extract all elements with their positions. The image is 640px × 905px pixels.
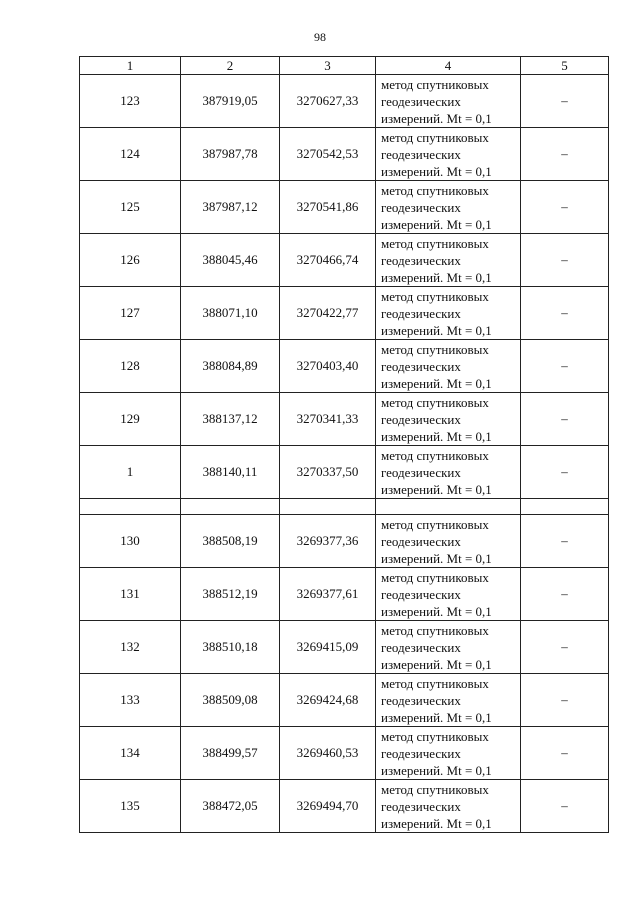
table-row bbox=[80, 234, 609, 287]
method-line: измерений. Mt = 0,1 bbox=[381, 375, 492, 391]
point-number-cell: 126 bbox=[80, 234, 181, 287]
point-number-cell: 132 bbox=[80, 621, 181, 674]
x-coordinate-cell: 388510,18 bbox=[181, 621, 280, 674]
y-coordinate-cell: 3269377,61 bbox=[280, 568, 376, 621]
method-line: геодезических bbox=[381, 411, 461, 427]
method-line: измерений. Mt = 0,1 bbox=[381, 216, 492, 232]
point-number-cell: 133 bbox=[80, 674, 181, 727]
y-coordinate-cell: 3269377,36 bbox=[280, 515, 376, 568]
method-cell bbox=[376, 287, 521, 340]
method-cell bbox=[376, 727, 521, 780]
empty-cell bbox=[181, 499, 280, 515]
x-coordinate-cell: 387987,78 bbox=[181, 128, 280, 181]
method-line: метод спутниковых bbox=[381, 288, 489, 304]
point-number-cell: 131 bbox=[80, 568, 181, 621]
y-coordinate-cell: 3270542,53 bbox=[280, 128, 376, 181]
method-cell bbox=[376, 234, 521, 287]
method-cell bbox=[376, 568, 521, 621]
method-cell bbox=[376, 340, 521, 393]
empty-cell bbox=[521, 499, 609, 515]
note-cell: – bbox=[521, 674, 609, 727]
method-line: измерений. Mt = 0,1 bbox=[381, 163, 492, 179]
note-cell: – bbox=[521, 515, 609, 568]
method-line: метод спутниковых bbox=[381, 76, 489, 92]
x-coordinate-cell: 388509,08 bbox=[181, 674, 280, 727]
method-cell bbox=[376, 75, 521, 128]
empty-cell bbox=[80, 499, 181, 515]
method-cell bbox=[376, 393, 521, 446]
empty-cell bbox=[376, 499, 521, 515]
point-number-cell: 130 bbox=[80, 515, 181, 568]
method-line: геодезических bbox=[381, 533, 461, 549]
table-body bbox=[80, 75, 609, 833]
method-line: геодезических bbox=[381, 146, 461, 162]
method-line: геодезических bbox=[381, 798, 461, 814]
point-number-cell: 134 bbox=[80, 727, 181, 780]
y-coordinate-cell: 3269494,70 bbox=[280, 780, 376, 833]
method-line: метод спутниковых bbox=[381, 728, 489, 744]
note-cell: – bbox=[521, 340, 609, 393]
note-cell: – bbox=[521, 621, 609, 674]
method-line: метод спутниковых bbox=[381, 129, 489, 145]
method-cell bbox=[376, 674, 521, 727]
method-line: метод спутниковых bbox=[381, 394, 489, 410]
x-coordinate-cell: 388499,57 bbox=[181, 727, 280, 780]
empty-cell bbox=[280, 499, 376, 515]
note-cell: – bbox=[521, 568, 609, 621]
y-coordinate-cell: 3270627,33 bbox=[280, 75, 376, 128]
method-line: метод спутниковых bbox=[381, 235, 489, 251]
x-coordinate-cell: 388512,19 bbox=[181, 568, 280, 621]
table-row bbox=[80, 340, 609, 393]
note-cell: – bbox=[521, 181, 609, 234]
x-coordinate-cell: 388140,11 bbox=[181, 446, 280, 499]
method-line: измерений. Mt = 0,1 bbox=[381, 656, 492, 672]
header-col-5: 5 bbox=[521, 57, 609, 75]
method-line: геодезических bbox=[381, 199, 461, 215]
y-coordinate-cell: 3270466,74 bbox=[280, 234, 376, 287]
method-line: метод спутниковых bbox=[381, 182, 489, 198]
point-number-cell: 128 bbox=[80, 340, 181, 393]
method-cell bbox=[376, 621, 521, 674]
method-line: измерений. Mt = 0,1 bbox=[381, 762, 492, 778]
method-line: геодезических bbox=[381, 93, 461, 109]
method-line: измерений. Mt = 0,1 bbox=[381, 110, 492, 126]
method-line: метод спутниковых bbox=[381, 341, 489, 357]
table-row bbox=[80, 674, 609, 727]
method-line: измерений. Mt = 0,1 bbox=[381, 269, 492, 285]
header-col-4: 4 bbox=[376, 57, 521, 75]
point-number-cell: 124 bbox=[80, 128, 181, 181]
y-coordinate-cell: 3269460,53 bbox=[280, 727, 376, 780]
note-cell: – bbox=[521, 393, 609, 446]
method-line: измерений. Mt = 0,1 bbox=[381, 481, 492, 497]
y-coordinate-cell: 3270341,33 bbox=[280, 393, 376, 446]
method-cell bbox=[376, 780, 521, 833]
method-line: измерений. Mt = 0,1 bbox=[381, 815, 492, 831]
point-number-cell: 125 bbox=[80, 181, 181, 234]
y-coordinate-cell: 3270403,40 bbox=[280, 340, 376, 393]
x-coordinate-cell: 388071,10 bbox=[181, 287, 280, 340]
y-coordinate-cell: 3270541,86 bbox=[280, 181, 376, 234]
note-cell: – bbox=[521, 780, 609, 833]
x-coordinate-cell: 388045,46 bbox=[181, 234, 280, 287]
method-cell bbox=[376, 515, 521, 568]
table-spacer-row bbox=[80, 499, 609, 515]
method-line: геодезических bbox=[381, 745, 461, 761]
x-coordinate-cell: 388508,19 bbox=[181, 515, 280, 568]
method-line: геодезических bbox=[381, 305, 461, 321]
method-line: измерений. Mt = 0,1 bbox=[381, 709, 492, 725]
table-row bbox=[80, 621, 609, 674]
method-line: геодезических bbox=[381, 358, 461, 374]
table-row bbox=[80, 780, 609, 833]
note-cell: – bbox=[521, 75, 609, 128]
header-col-1: 1 bbox=[80, 57, 181, 75]
table-row bbox=[80, 181, 609, 234]
method-line: метод спутниковых bbox=[381, 675, 489, 691]
header-col-3: 3 bbox=[280, 57, 376, 75]
table-row bbox=[80, 128, 609, 181]
table-row bbox=[80, 568, 609, 621]
note-cell: – bbox=[521, 128, 609, 181]
method-line: измерений. Mt = 0,1 bbox=[381, 603, 492, 619]
x-coordinate-cell: 387987,12 bbox=[181, 181, 280, 234]
method-line: геодезических bbox=[381, 692, 461, 708]
y-coordinate-cell: 3269415,09 bbox=[280, 621, 376, 674]
coordinates-table bbox=[79, 56, 609, 833]
header-col-2: 2 bbox=[181, 57, 280, 75]
page-number: 98 bbox=[314, 30, 326, 44]
method-line: метод спутниковых bbox=[381, 781, 489, 797]
point-number-cell: 123 bbox=[80, 75, 181, 128]
y-coordinate-cell: 3270422,77 bbox=[280, 287, 376, 340]
note-cell: – bbox=[521, 287, 609, 340]
method-line: измерений. Mt = 0,1 bbox=[381, 322, 492, 338]
method-cell bbox=[376, 446, 521, 499]
method-line: геодезических bbox=[381, 464, 461, 480]
method-line: геодезических bbox=[381, 639, 461, 655]
table-row bbox=[80, 287, 609, 340]
method-line: измерений. Mt = 0,1 bbox=[381, 550, 492, 566]
note-cell: – bbox=[521, 446, 609, 499]
table-row bbox=[80, 75, 609, 128]
y-coordinate-cell: 3270337,50 bbox=[280, 446, 376, 499]
table-row bbox=[80, 446, 609, 499]
table-row bbox=[80, 393, 609, 446]
table-row bbox=[80, 515, 609, 568]
x-coordinate-cell: 388137,12 bbox=[181, 393, 280, 446]
method-line: метод спутниковых bbox=[381, 516, 489, 532]
point-number-cell: 127 bbox=[80, 287, 181, 340]
x-coordinate-cell: 388084,89 bbox=[181, 340, 280, 393]
method-cell bbox=[376, 181, 521, 234]
table-row bbox=[80, 727, 609, 780]
method-line: метод спутниковых bbox=[381, 569, 489, 585]
table-header-row bbox=[80, 57, 609, 75]
x-coordinate-cell: 388472,05 bbox=[181, 780, 280, 833]
method-line: метод спутниковых bbox=[381, 622, 489, 638]
method-cell bbox=[376, 128, 521, 181]
note-cell: – bbox=[521, 727, 609, 780]
point-number-cell: 1 bbox=[80, 446, 181, 499]
method-line: геодезических bbox=[381, 586, 461, 602]
method-line: измерений. Mt = 0,1 bbox=[381, 428, 492, 444]
y-coordinate-cell: 3269424,68 bbox=[280, 674, 376, 727]
x-coordinate-cell: 387919,05 bbox=[181, 75, 280, 128]
method-line: геодезических bbox=[381, 252, 461, 268]
note-cell: – bbox=[521, 234, 609, 287]
method-line: метод спутниковых bbox=[381, 447, 489, 463]
point-number-cell: 129 bbox=[80, 393, 181, 446]
point-number-cell: 135 bbox=[80, 780, 181, 833]
